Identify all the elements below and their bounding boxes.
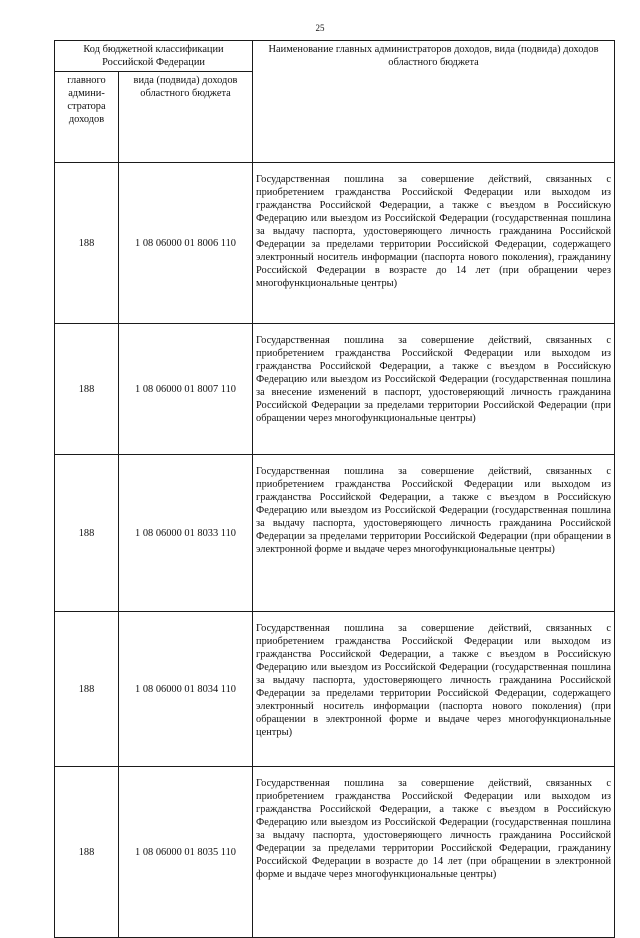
description-cell: Государственная пошлина за совершение действий, связанных с приобретением гражданства Российской Федерации или выходом из гражданства Российской Федерации, а также с въездом в Российскую Федерацию или выездом из Российской Федерации (государственная пошлина за внесение изменений в паспорт, удостоверяющий личность гражданина Российской Федерации за пределами территории Российской Федерации (при обращении через многофункциональные центры) xyxy=(253,324,615,455)
admin-code-cell: 188 xyxy=(55,455,119,612)
description-cell: Государственная пошлина за совершение действий, связанных с приобретением гражданства Российской Федерации или выходом из гражданства Российской Федерации, а также с въездом в Российскую Федерацию или выездом из Российской Федерации (государственная пошлина за выдачу паспорта, удостоверяющего личность гражданина Российской Федерации за пределами территории Российской Федерации, содержащего электронный носитель информации (паспорта нового поколения) (при обращении в электронной форме и выдаче через многофункциональные центры) xyxy=(253,612,615,767)
description-cell: Государственная пошлина за совершение действий, связанных с приобретением гражданства Российской Федерации или выходом из гражданства Российской Федерации, а также с въездом в Российскую Федерацию или выездом из Российской Федерации (государственная пошлина за выдачу паспорта, удостоверяющего личность гражданина Российской Федерации за пределами территории Российской Федерации, содержащего электронный носитель информации (паспорта нового поколения), гражданину Российской Федерации в возрасте до 14 лет (при обращении через многофункциональные центры) xyxy=(253,163,615,324)
admin-code-cell: 188 xyxy=(55,767,119,938)
income-code-cell: 1 08 06000 01 8007 110 xyxy=(119,324,253,455)
admin-column-header: главного админи-стратора доходов xyxy=(55,72,119,163)
kind-column-header: вида (подвида) доходов областного бюджета xyxy=(119,72,253,163)
budget-classification-table xyxy=(54,40,615,938)
table-row xyxy=(55,324,615,455)
income-code-cell: 1 08 06000 01 8006 110 xyxy=(119,163,253,324)
table-row xyxy=(55,163,615,324)
admin-code-cell: 188 xyxy=(55,163,119,324)
name-column-header: Наименование главных администраторов доходов, вида (подвида) доходов областного бюджета xyxy=(253,41,615,163)
income-code-cell: 1 08 06000 01 8033 110 xyxy=(119,455,253,612)
table-row xyxy=(55,767,615,938)
admin-code-cell: 188 xyxy=(55,324,119,455)
page-number: 25 xyxy=(315,23,325,33)
description-cell: Государственная пошлина за совершение действий, связанных с приобретением гражданства Российской Федерации или выходом из гражданства Российской Федерации, а также с въездом в Российскую Федерацию или выездом из Российской Федерации (государственная пошлина за выдачу паспорта, удостоверяющего личность гражданина Российской Федерации за пределами территории Российской Федерации, гражданину Российской Федерации в возрасте до 14 лет (при обращении в электронной форме и выдаче через многофункциональные центры) xyxy=(253,767,615,938)
admin-code-cell: 188 xyxy=(55,612,119,767)
income-code-cell: 1 08 06000 01 8035 110 xyxy=(119,767,253,938)
table-row xyxy=(55,612,615,767)
table-row xyxy=(55,455,615,612)
description-cell: Государственная пошлина за совершение действий, связанных с приобретением гражданства Российской Федерации или выходом из гражданства Российской Федерации, а также с въездом в Российскую Федерацию или выездом из Российской Федерации (государственная пошлина за выдачу паспорта, удостоверяющего личность гражданина Российской Федерации за пределами территории Российской Федерации (при обращении в электронной форме и выдаче через многофункциональные центры) xyxy=(253,455,615,612)
table-header-row xyxy=(55,41,615,72)
income-code-cell: 1 08 06000 01 8034 110 xyxy=(119,612,253,767)
kbk-group-header: Код бюджетной классификации Российской Федерации xyxy=(55,41,253,72)
